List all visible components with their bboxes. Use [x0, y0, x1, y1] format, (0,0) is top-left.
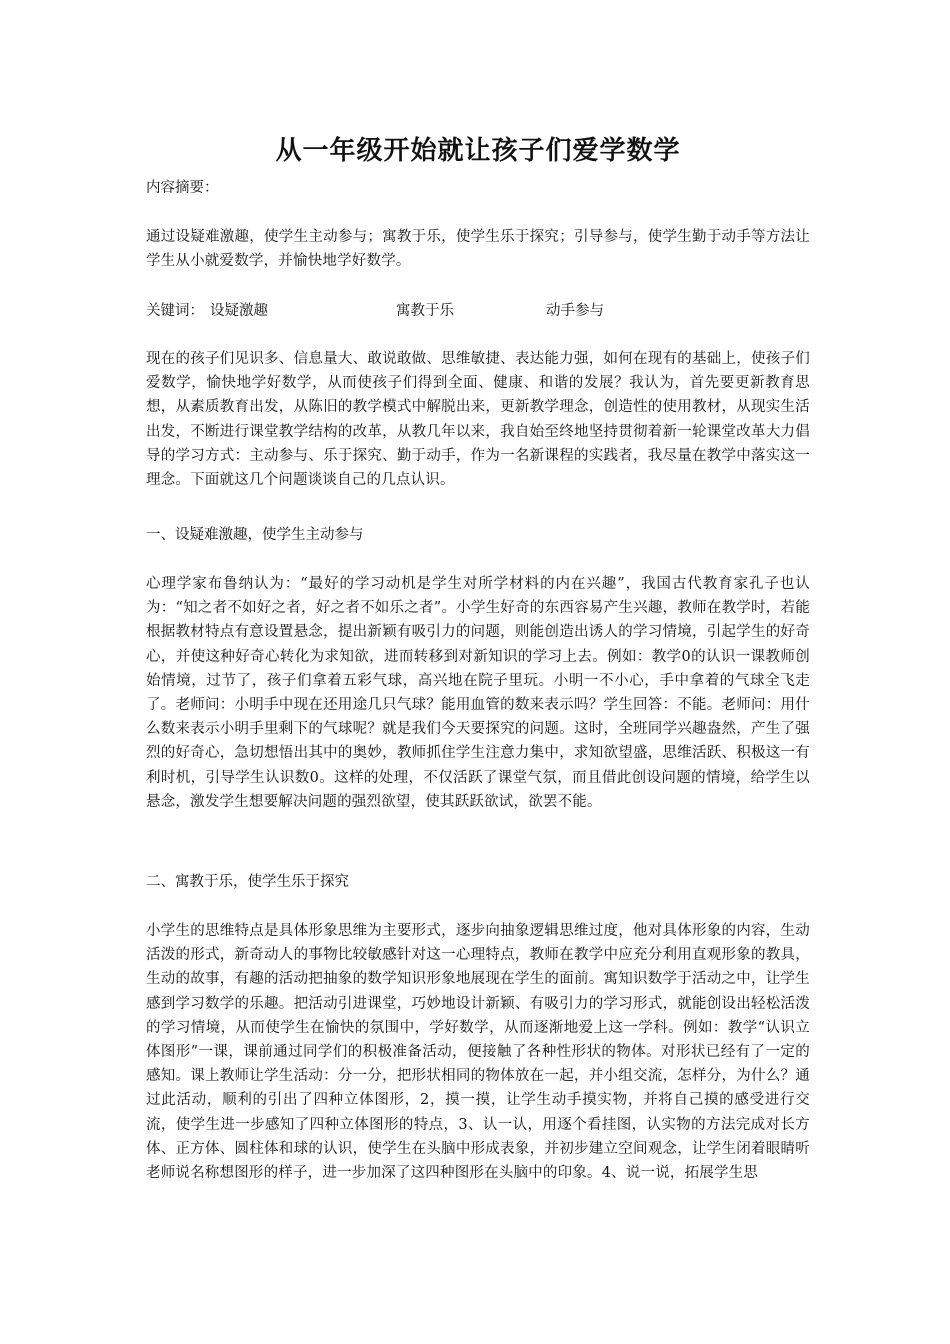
section1-body: 心理学家布鲁纳认为：“最好的学习动机是学生对所学材料的内在兴趣”，我国古代教育家孔子也认为：“知之者不如好之者，好之者不如乐之者”。小学生好奇的东西容易产生兴趣，教师在教学时，若能根据教材特点有意设置悬念，提出新颖有吸引力的问题，则能创造出诱人的学习情境，引起学生的好奇心，并使这种好奇心转化为求知欲，进而转移到对新知识的学习上去。例如：教学0的认识一课教师创始情境，过节了，孩子们拿着五彩气球，高兴地在院子里玩。小明一不小心，手中拿着的气球全飞走了。老师问：小明手中现在还用途几只气球？能用血管的数来表示吗？学生回答：不能。老师问：用什么数来表示小明手里剩下的气球呢？就是我们今天要探究的问题。这时，全班同学兴趣盎然，产生了强烈的好奇心，急切想悟出其中的奥妙，教师抓住学生注意力集中，求知欲望盛，思维活跃、积极这一有利时机，引导学生认识数0。这样的处理，不仅活跃了课堂气氛，而且借此创设问题的情境，给学生以悬念，激发学生想要解决问题的强烈欲望，使其跃跃欲试，欲罢不能。: [146, 576, 810, 810]
keyword-item: 设疑激趣: [210, 303, 268, 319]
section1-heading: 一、设疑难激趣，使学生主动参与: [146, 527, 364, 543]
abstract-text: 通过设疑难激趣，使学生主动参与；寓教于乐，使学生乐于探究；引导参与，使学生勤于动手等方法让学生从小就爱数学，并愉快地学好数学。: [146, 229, 810, 270]
abstract-label: 内容摘要：: [146, 180, 219, 196]
section2-heading: 二、寓教于乐，使学生乐于探究: [146, 874, 349, 890]
intro-paragraph: 现在的孩子们见识多、信息量大、敢说敢做、思维敏捷、表达能力强，如何在现有的基础上，使孩子们爱数学，愉快地学好数学，从而使孩子们得到全面、健康、和谐的发展？我认为，首先要更新教育思想，从素质教育出发，从陈旧的教学模式中解脱出来，更新教学理念，创造性的使用教材，从现实生活出发，不断进行课堂教学结构的改革，从教几年以来，我自始至终地坚持贯彻着新一轮课堂改革大力倡导的学习方式：主动参与、乐于探究、勤于动手，作为一名新课程的实践者，我尽量在教学中落实这一理念。下面就这几个问题谈谈自己的几点认识。: [146, 351, 810, 489]
keyword-item: 寓教于乐: [396, 303, 454, 319]
document-title: 从一年级开始就让孩子们爱学数学: [275, 136, 681, 166]
keyword-item: 动手参与: [546, 303, 604, 319]
keywords-label: 关键词：: [146, 303, 204, 319]
section2-body: 小学生的思维特点是具体形象思维为主要形式，逐步向抽象逻辑思维过度，他对具体形象的内容，生动活泼的形式，新奇动人的事物比较敏感针对这一心理特点，教师在教学中应充分利用直观形象的教具，生动的故事，有趣的活动把抽象的数学知识形象地展现在学生的面前。寓知识数学于活动之中，让学生感到学习数学的乐趣。把活动引进课堂，巧妙地设计新颖、有吸引力的学习形式，就能创设出轻松活泼的学习情境，从而使学生在愉快的氛围中，学好数学，从而逐渐地爱上这一学科。例如：教学“认识立体图形”一课，课前通过同学们的积极准备活动，便接触了各种性形状的物体。对形状已经有了一定的感知。课上教师让学生活动：分一分，把形状相同的物体放在一起，并小组交流，怎样分，为什么？通过此活动，顺利的引出了四种立体图形，2，摸一摸，让学生动手摸实物，并将自己摸的感受进行交流，使学生进一步感知了四种立体图形的特点，3、认一认，用逐个看挂图，认实物的方法完成对长方体、正方体、圆柱体和球的认识，使学生在头脑中形成表象，并初步建立空间观念，让学生闭着眼睛听老师说名称想图形的样子，进一步加深了这四种图形在头脑中的印象。4、说一说，拓展学生思: [146, 923, 810, 1182]
keywords-row: [146, 299, 810, 323]
